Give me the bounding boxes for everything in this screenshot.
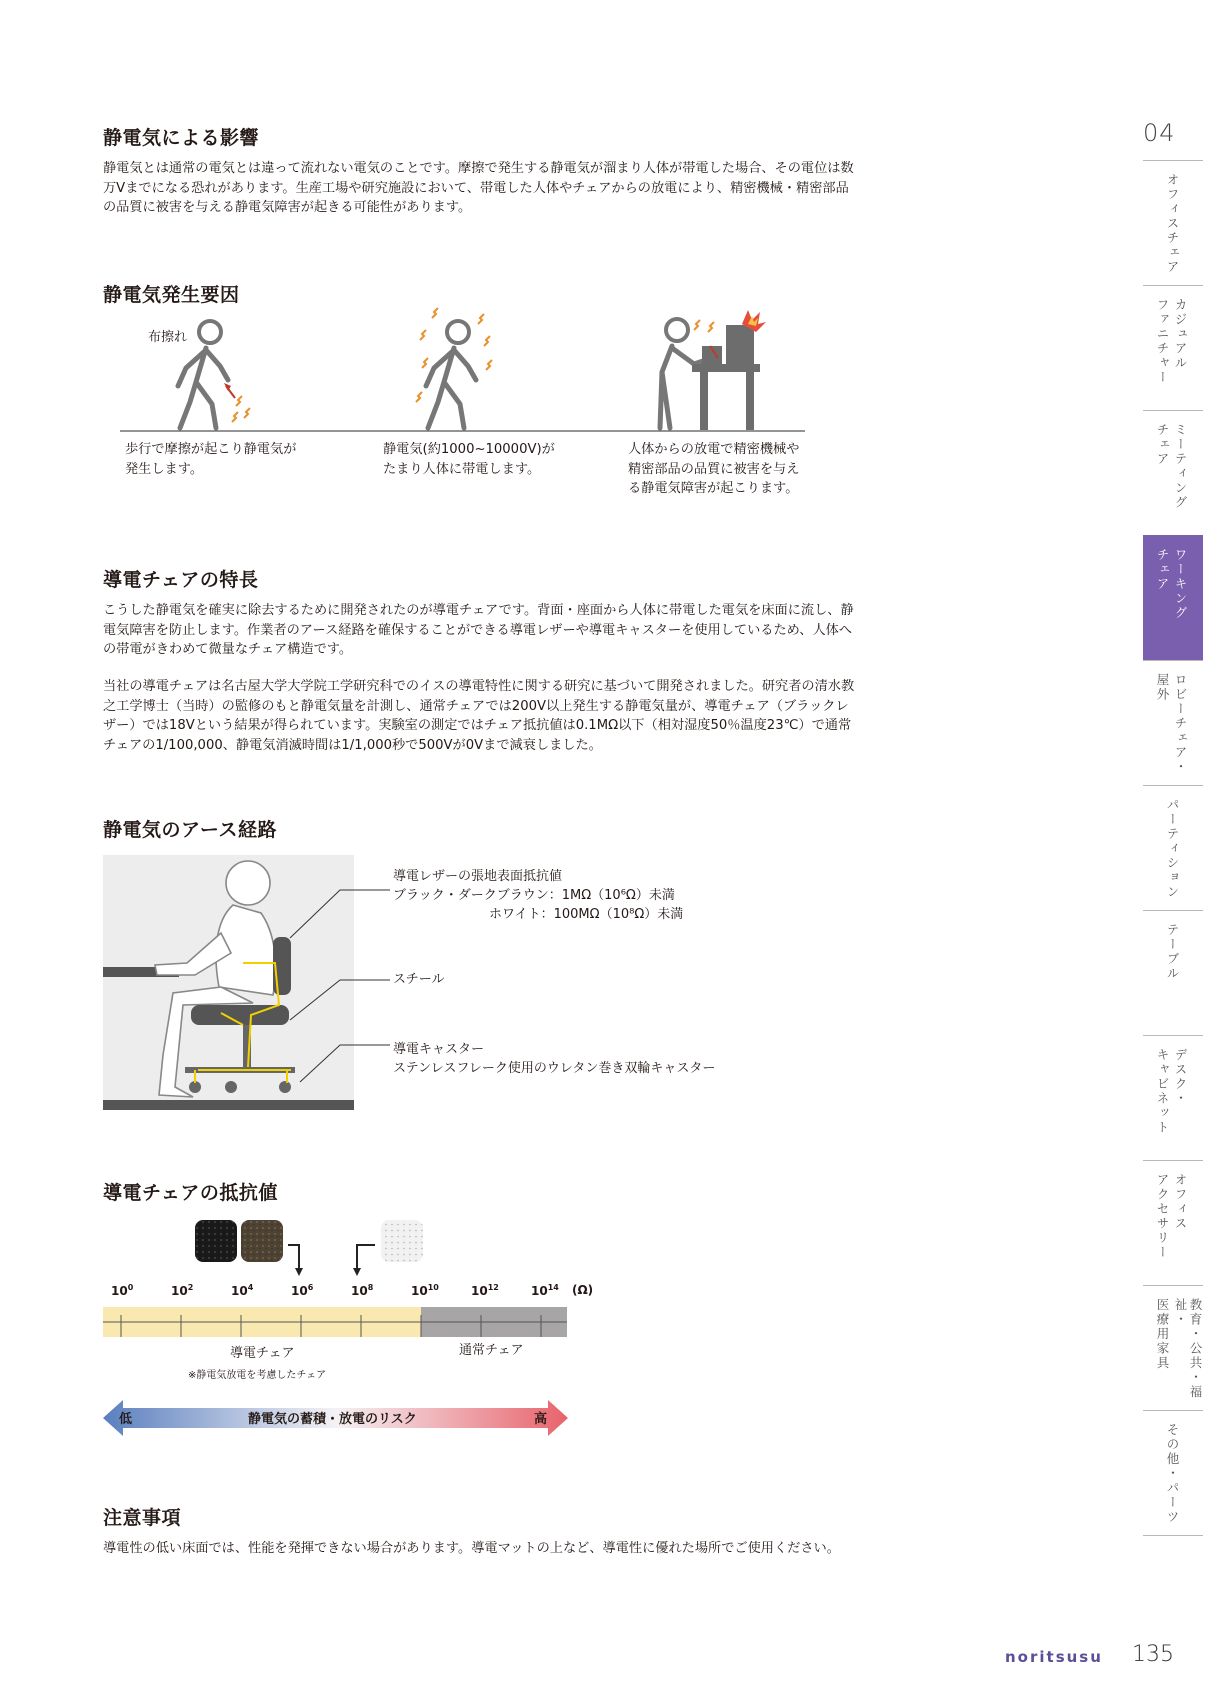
unit-ohm: (Ω) [572,1283,594,1297]
nav-label: チェア [1155,423,1170,467]
leather-resistance-dark: ブラック・ダークブラウン：1MΩ（10⁶Ω）未満 [393,888,675,903]
leather-resistance-title: 導電レザーの張地表面抵抗値 [393,869,563,884]
cause-caption-3: 人体からの放電で精密機械や 精密部品の品質に被害を与え る静電気障害が起こります。 [628,442,800,496]
chapter-number: 04 [1143,119,1176,147]
nav-label: 医療用家具 [1155,1298,1170,1371]
worker-at-machine-icon [660,319,706,428]
static-causes-illustration [120,310,820,440]
conductive-chair-label: 導電チェア [230,1346,295,1361]
resistance-scale-bar [103,1307,567,1343]
nav-label: テーブル [1165,923,1180,981]
nav-label: ミーティング [1173,423,1188,510]
nav-item-education-public[interactable] [1143,1285,1203,1410]
scale-tick-label: $10^{10}$ [411,1283,439,1298]
nav-label: アクセサリー [1155,1173,1170,1260]
caster-title: 導電キャスター [393,1042,485,1057]
risk-low-label: 低 [119,1412,133,1427]
nav-label: 教育・公共・福祉・ [1173,1298,1203,1400]
dark-brown-leather-swatch [241,1220,283,1262]
nav-item-desk-cabinet[interactable] [1143,1035,1203,1160]
leader-lines [290,860,400,1090]
scale-tick-label: $10^0$ [111,1283,134,1298]
scale-tick-label: $10^{14}$ [531,1283,559,1298]
brand-logo: noritsusu [1005,1648,1103,1666]
risk-label: 静電気の蓄積・放電のリスク [248,1412,417,1427]
white-leather-swatch [381,1220,423,1262]
label-cloth-friction: 布擦れ [148,330,188,345]
cause-caption-2: 静電気(約1000~10000V)が たまり人体に帯電します。 [383,442,555,477]
leather-swatches [195,1220,435,1290]
section-body-features-1: こうした静電気を確実に除去するために開発されたのが導電チェアです。背面・座面から人体に帯電した電気を床面に流し、静電気障害を防止します。作業者のアース経路を確保することができる導電レザーや導電キャスターを使用しているため、人体への帯電がきわめて微量なチェア構造です。 [103,603,854,657]
nav-label: 屋外 [1155,673,1170,702]
nav-item-table[interactable] [1143,910,1203,1035]
section-title-cautions: 注意事項 [103,1507,182,1529]
section-title-effects: 静電気による影響 [103,127,260,149]
nav-item-partition[interactable] [1143,785,1203,910]
normal-chair-label: 通常チェア [459,1343,524,1358]
section-body-effects: 静電気とは通常の電気とは違って流れない電気のことです。摩擦で発生する静電気が溜まり人体が帯電した場合、その電位は数万Vまでになる恐れがあります。生産工場や研究施設において、帯電した人体やチェアからの放電により、精密機械・精密部品の品質に被害を与える静電気障害が起きる可能性があります。 [103,161,854,215]
nav-item-office-accessory[interactable] [1143,1160,1203,1285]
risk-high-label: 高 [534,1412,548,1427]
nav-label: その他・パーツ [1165,1423,1180,1525]
nav-item-office-chair[interactable] [1143,160,1203,285]
scale-tick-label: $10^6$ [291,1283,314,1298]
walking-person-charged-icon [426,321,476,428]
scale-tick-label: $10^{12}$ [471,1283,499,1298]
leather-resistance-white: ホワイト：100MΩ（10⁸Ω）未満 [489,907,684,922]
steel-label: スチール [393,972,445,987]
section-body-cautions: 導電性の低い床面では、性能を発揮できない場合があります。導電マットの上など、導電性に優れた場所でご使用ください。 [103,1541,840,1556]
machine-icon [692,325,760,430]
scale-tick-label: $10^4$ [231,1283,254,1298]
pointer-10-8 [357,1245,375,1270]
section-title-resistance: 導電チェアの抵抗値 [103,1182,278,1204]
nav-label: オフィスチェア [1165,173,1180,275]
cause-caption-1: 歩行で摩擦が起こり静電気が 発生します。 [125,442,297,477]
caster-desc: ステンレスフレーク使用のウレタン巻き双輪キャスター [393,1061,716,1076]
nav-item-working-chair[interactable] [1143,535,1203,660]
section-title-causes: 静電気発生要因 [103,284,240,306]
section-title-earth-path: 静電気のアース経路 [103,819,277,841]
conductive-chair-note: ※静電気放電を考慮したチェア [188,1370,327,1381]
black-leather-swatch [195,1220,237,1262]
nav-label: ロビーチェア・ [1173,673,1188,775]
nav-label: パーティション [1165,798,1180,900]
nav-label: カジュアル [1173,298,1188,371]
nav-item-casual-furniture[interactable] [1143,285,1203,410]
nav-label: オフィス [1173,1173,1188,1231]
nav-label: ファニチャー [1155,298,1170,385]
section-title-features: 導電チェアの特長 [103,569,259,591]
scale-tick-label: $10^2$ [171,1283,194,1298]
nav-label: デスク・ [1173,1048,1188,1106]
page-number: 135 [1132,1642,1174,1667]
spark-icon [224,383,250,422]
pointer-10-6 [288,1245,299,1270]
section-body-features-2: 当社の導電チェアは名古屋大学大学院工学研究科でのイスの導電特性に関する研究に基づいて開発されました。研究者の清水教之工学博士（当時）の監修のもと静電気量を計測し、通常チェアでは200V以上発生する静電気量が、導電チェア（ブラックレザー）では18Vという結果が得られています。実験室の測定ではチェア抵抗値は0.1MΩ以下（相対湿度50％温度23℃）で通常チェアの1/100,000、静電気消滅時間は1/1,000秒で500Vが0Vまで減衰しました。 [103,679,855,753]
scale-tick-label: $10^8$ [351,1283,374,1298]
nav-label: チェア [1155,548,1170,592]
nav-item-other-parts[interactable] [1143,1410,1203,1536]
nav-item-lobby-chair[interactable] [1143,660,1203,785]
nav-item-meeting-chair[interactable] [1143,410,1203,535]
nav-label: キャビネット [1155,1048,1170,1135]
nav-label: ワーキング [1173,548,1188,621]
